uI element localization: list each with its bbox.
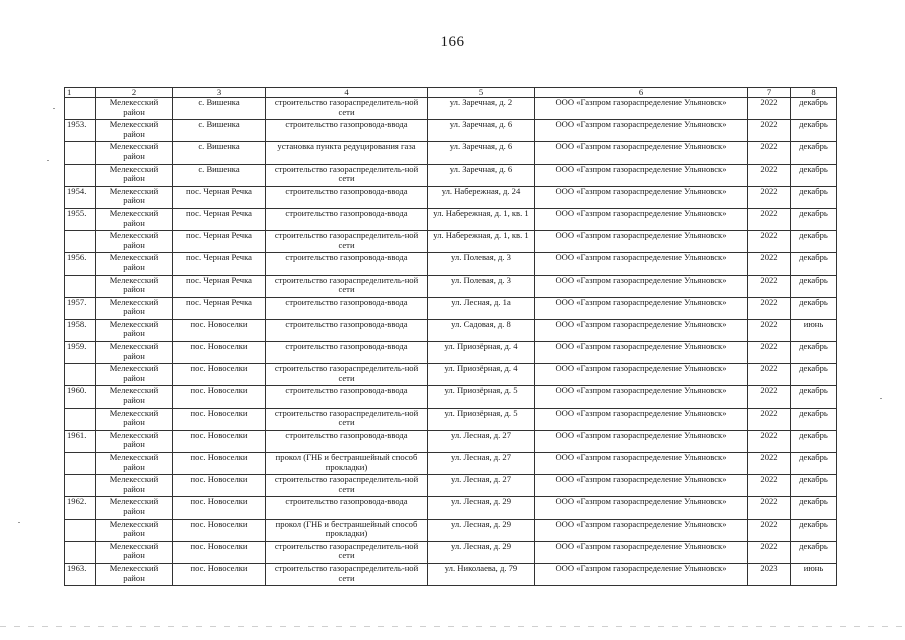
settlement-cell: пос. Черная Речка [173,186,266,208]
row-number [65,364,96,386]
district-cell: Мелекесский район [96,541,173,563]
settlement-cell: пос. Черная Речка [173,208,266,230]
table-row [65,164,837,186]
address-cell: ул. Лесная, д. 29 [428,497,535,519]
year-cell: 2022 [748,342,791,364]
column-number-row [65,88,837,98]
organization-cell: ООО «Газпром газораспределение Ульяновск» [535,475,748,497]
table-row [65,231,837,253]
address-cell: ул. Заречная, д. 6 [428,120,535,142]
row-number [65,164,96,186]
row-number: 1953. [65,120,96,142]
organization-cell: ООО «Газпром газораспределение Ульяновск» [535,364,748,386]
district-cell: Мелекесский район [96,231,173,253]
year-cell: 2022 [748,120,791,142]
district-cell: Мелекесский район [96,98,173,120]
settlement-cell: пос. Новоселки [173,453,266,475]
settlement-cell: пос. Новоселки [173,386,266,408]
year-cell: 2022 [748,98,791,120]
year-cell: 2022 [748,430,791,452]
table-row [65,475,837,497]
row-number: 1956. [65,253,96,275]
address-cell: ул. Николаева, д. 79 [428,563,535,585]
page-number: 166 [440,34,465,50]
district-cell: Мелекесский район [96,497,173,519]
work-type-cell: строительство газораспределитель-ной сети [266,231,428,253]
settlement-cell: пос. Новоселки [173,319,266,341]
organization-cell: ООО «Газпром газораспределение Ульяновск» [535,297,748,319]
organization-cell: ООО «Газпром газораспределение Ульяновск» [535,430,748,452]
month-cell: декабрь [791,497,837,519]
row-number [65,408,96,430]
column-header: 4 [266,88,428,98]
table-row [65,186,837,208]
month-cell: декабрь [791,364,837,386]
address-cell: ул. Лесная, д. 1а [428,297,535,319]
work-type-cell: строительство газораспределитель-ной сети [266,563,428,585]
address-cell: ул. Набережная, д. 1, кв. 1 [428,208,535,230]
row-number: 1958. [65,319,96,341]
address-cell: ул. Приозёрная, д. 5 [428,386,535,408]
month-cell: декабрь [791,297,837,319]
work-type-cell: строительство газораспределитель-ной сети [266,408,428,430]
year-cell: 2022 [748,453,791,475]
table-row [65,541,837,563]
row-number: 1959. [65,342,96,364]
month-cell: декабрь [791,208,837,230]
address-cell: ул. Заречная, д. 6 [428,164,535,186]
month-cell: декабрь [791,186,837,208]
organization-cell: ООО «Газпром газораспределение Ульяновск» [535,253,748,275]
scan-speck [880,398,882,399]
scan-speck [53,108,55,109]
year-cell: 2022 [748,208,791,230]
district-cell: Мелекесский район [96,275,173,297]
district-cell: Мелекесский район [96,453,173,475]
settlement-cell: пос. Черная Речка [173,275,266,297]
year-cell: 2022 [748,408,791,430]
table-row [65,386,837,408]
organization-cell: ООО «Газпром газораспределение Ульяновск» [535,453,748,475]
district-cell: Мелекесский район [96,342,173,364]
organization-cell: ООО «Газпром газораспределение Ульяновск» [535,164,748,186]
address-cell: ул. Лесная, д. 29 [428,541,535,563]
settlement-cell: пос. Новоселки [173,364,266,386]
settlement-cell: пос. Черная Речка [173,297,266,319]
settlement-cell: пос. Новоселки [173,475,266,497]
table-row [65,364,837,386]
table-row [65,497,837,519]
district-cell: Мелекесский район [96,519,173,541]
work-type-cell: установка пункта редуцирования газа [266,142,428,164]
row-number [65,541,96,563]
address-cell: ул. Приозёрная, д. 5 [428,408,535,430]
row-number: 1961. [65,430,96,452]
table-body [65,88,837,586]
organization-cell: ООО «Газпром газораспределение Ульяновск» [535,541,748,563]
address-cell: ул. Лесная, д. 29 [428,519,535,541]
table-row [65,297,837,319]
address-cell: ул. Заречная, д. 6 [428,142,535,164]
settlement-cell: с. Вишенка [173,120,266,142]
year-cell: 2022 [748,386,791,408]
table-row [65,519,837,541]
organization-cell: ООО «Газпром газораспределение Ульяновск» [535,319,748,341]
work-type-cell: строительство газопровода-ввода [266,186,428,208]
scan-speck [18,522,20,523]
table-row [65,253,837,275]
month-cell: декабрь [791,475,837,497]
work-type-cell: строительство газораспределитель-ной сети [266,364,428,386]
district-cell: Мелекесский район [96,475,173,497]
address-cell: ул. Садовая, д. 8 [428,319,535,341]
work-type-cell: строительство газопровода-ввода [266,430,428,452]
district-cell: Мелекесский район [96,430,173,452]
year-cell: 2022 [748,541,791,563]
month-cell: декабрь [791,453,837,475]
address-cell: ул. Лесная, д. 27 [428,430,535,452]
month-cell: декабрь [791,430,837,452]
work-type-cell: строительство газораспределитель-ной сети [266,475,428,497]
year-cell: 2022 [748,297,791,319]
settlement-cell: пос. Новоселки [173,430,266,452]
table-row [65,275,837,297]
year-cell: 2022 [748,231,791,253]
address-cell: ул. Набережная, д. 24 [428,186,535,208]
table-row [65,208,837,230]
year-cell: 2022 [748,275,791,297]
district-cell: Мелекесский район [96,253,173,275]
settlement-cell: пос. Черная Речка [173,253,266,275]
organization-cell: ООО «Газпром газораспределение Ульяновск» [535,497,748,519]
work-type-cell: строительство газораспределитель-ной сети [266,98,428,120]
row-number: 1954. [65,186,96,208]
table-row [65,408,837,430]
address-cell: ул. Приозёрная, д. 4 [428,342,535,364]
district-cell: Мелекесский район [96,408,173,430]
organization-cell: ООО «Газпром газораспределение Ульяновск» [535,98,748,120]
organization-cell: ООО «Газпром газораспределение Ульяновск» [535,186,748,208]
month-cell: декабрь [791,231,837,253]
settlement-cell: пос. Черная Речка [173,231,266,253]
month-cell: декабрь [791,408,837,430]
district-cell: Мелекесский район [96,208,173,230]
month-cell: декабрь [791,120,837,142]
column-header: 5 [428,88,535,98]
address-cell: ул. Набережная, д. 1, кв. 1 [428,231,535,253]
settlement-cell: пос. Новоселки [173,519,266,541]
organization-cell: ООО «Газпром газораспределение Ульяновск» [535,142,748,164]
table-row [65,98,837,120]
table-row [65,430,837,452]
month-cell: декабрь [791,275,837,297]
year-cell: 2022 [748,497,791,519]
district-cell: Мелекесский район [96,297,173,319]
district-cell: Мелекесский район [96,319,173,341]
column-header: 3 [173,88,266,98]
district-cell: Мелекесский район [96,364,173,386]
work-type-cell: строительство газопровода-ввода [266,386,428,408]
work-type-cell: прокол (ГНБ и бестраншейный способ прокладки) [266,519,428,541]
row-number [65,142,96,164]
row-number [65,519,96,541]
settlement-cell: с. Вишенка [173,98,266,120]
table-row [65,142,837,164]
month-cell: декабрь [791,164,837,186]
settlement-cell: с. Вишенка [173,164,266,186]
settlement-cell: пос. Новоселки [173,497,266,519]
district-cell: Мелекесский район [96,164,173,186]
row-number: 1963. [65,563,96,585]
year-cell: 2022 [748,364,791,386]
work-type-cell: строительство газопровода-ввода [266,297,428,319]
month-cell: декабрь [791,541,837,563]
address-cell: ул. Лесная, д. 27 [428,475,535,497]
organization-cell: ООО «Газпром газораспределение Ульяновск» [535,519,748,541]
year-cell: 2022 [748,142,791,164]
work-type-cell: строительство газопровода-ввода [266,342,428,364]
month-cell: декабрь [791,253,837,275]
column-header: 2 [96,88,173,98]
address-cell: ул. Полевая, д. 3 [428,253,535,275]
scan-speck [47,160,49,161]
settlement-cell: пос. Новоселки [173,342,266,364]
address-cell: ул. Приозёрная, д. 4 [428,364,535,386]
table-row [65,342,837,364]
organization-cell: ООО «Газпром газораспределение Ульяновск» [535,408,748,430]
organization-cell: ООО «Газпром газораспределение Ульяновск» [535,231,748,253]
row-number [65,275,96,297]
settlement-cell: пос. Новоселки [173,541,266,563]
month-cell: декабрь [791,142,837,164]
month-cell: июнь [791,319,837,341]
row-number [65,453,96,475]
district-cell: Мелекесский район [96,120,173,142]
district-cell: Мелекесский район [96,563,173,585]
work-type-cell: строительство газораспределитель-ной сети [266,275,428,297]
settlement-cell: с. Вишенка [173,142,266,164]
column-header: 1 [65,88,96,98]
row-number [65,475,96,497]
work-type-cell: строительство газораспределитель-ной сети [266,164,428,186]
year-cell: 2022 [748,253,791,275]
month-cell: декабрь [791,98,837,120]
organization-cell: ООО «Газпром газораспределение Ульяновск» [535,120,748,142]
address-cell: ул. Полевая, д. 3 [428,275,535,297]
work-type-cell: строительство газопровода-ввода [266,253,428,275]
work-type-cell: строительство газопровода-ввода [266,120,428,142]
organization-cell: ООО «Газпром газораспределение Ульяновск» [535,208,748,230]
work-type-cell: строительство газопровода-ввода [266,319,428,341]
organization-cell: ООО «Газпром газораспределение Ульяновск» [535,275,748,297]
work-type-cell: прокол (ГНБ и бестраншейный способ прокладки) [266,453,428,475]
month-cell: декабрь [791,386,837,408]
year-cell: 2022 [748,475,791,497]
row-number: 1957. [65,297,96,319]
scan-edge-noise [0,626,905,627]
year-cell: 2022 [748,319,791,341]
organization-cell: ООО «Газпром газораспределение Ульяновск» [535,563,748,585]
month-cell: июнь [791,563,837,585]
organization-cell: ООО «Газпром газораспределение Ульяновск» [535,386,748,408]
column-header: 8 [791,88,837,98]
column-header: 6 [535,88,748,98]
month-cell: декабрь [791,342,837,364]
address-cell: ул. Заречная, д. 2 [428,98,535,120]
month-cell: декабрь [791,519,837,541]
district-cell: Мелекесский район [96,386,173,408]
work-type-cell: строительство газораспределитель-ной сети [266,541,428,563]
table-row [65,453,837,475]
year-cell: 2023 [748,563,791,585]
address-cell: ул. Лесная, д. 27 [428,453,535,475]
work-type-cell: строительство газопровода-ввода [266,208,428,230]
table-row [65,563,837,585]
row-number: 1962. [65,497,96,519]
table-row [65,319,837,341]
settlement-cell: пос. Новоселки [173,563,266,585]
organization-cell: ООО «Газпром газораспределение Ульяновск» [535,342,748,364]
settlement-cell: пос. Новоселки [173,408,266,430]
work-type-cell: строительство газопровода-ввода [266,497,428,519]
table-row [65,120,837,142]
row-number: 1955. [65,208,96,230]
district-cell: Мелекесский район [96,186,173,208]
district-cell: Мелекесский район [96,142,173,164]
row-number [65,98,96,120]
row-number [65,231,96,253]
year-cell: 2022 [748,164,791,186]
column-header: 7 [748,88,791,98]
row-number: 1960. [65,386,96,408]
year-cell: 2022 [748,186,791,208]
gas-works-table [64,87,837,586]
year-cell: 2022 [748,519,791,541]
